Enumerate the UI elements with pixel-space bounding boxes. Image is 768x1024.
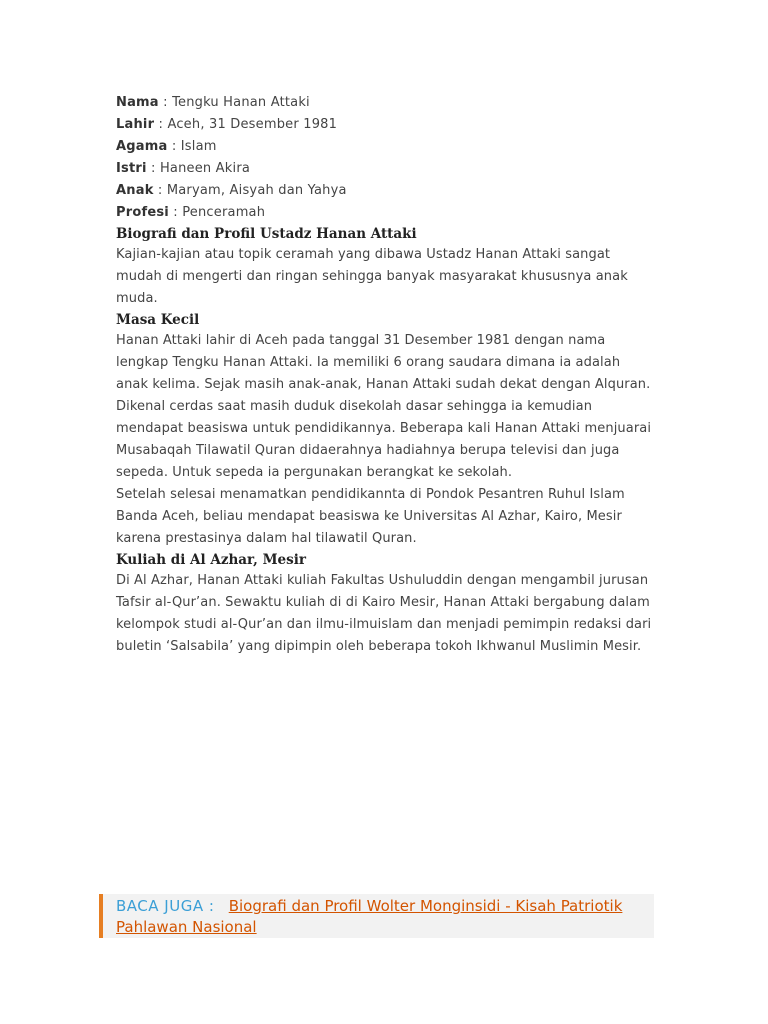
profile-value: Penceramah (182, 205, 266, 220)
heading-kuliah-al-azhar: Kuliah di Al Azhar, Mesir (116, 552, 306, 568)
profile-list (116, 92, 656, 224)
baca-juga-box (99, 894, 654, 938)
profile-key: Profesi (116, 205, 169, 220)
profile-value: Haneen Akira (159, 161, 251, 176)
baca-juga-label: BACA JUGA : (116, 897, 215, 915)
profile-separator: : (157, 183, 163, 198)
profile-row-anak (116, 180, 656, 202)
heading-biografi: Biografi dan Profil Ustadz Hanan Attaki (116, 226, 417, 242)
profile-key: Nama (116, 95, 159, 110)
heading-masa-kecil: Masa Kecil (116, 312, 200, 328)
baca-juga-link[interactable]: Biografi dan Profil Wolter Monginsidi - Kisah Patriotik Pahlawan Nasional (116, 897, 623, 936)
profile-separator: : (163, 95, 168, 110)
profile-key: Agama (116, 139, 168, 154)
profile-row-agama (116, 136, 656, 158)
profile-value: Islam (180, 139, 217, 154)
profile-separator: : (151, 161, 156, 176)
paragraph-masa-kecil-2: Dikenal cerdas saat masih duduk disekolah dasar sehingga ia kemudian mendapat beasiswa untuk pendidikannya. Beberapa kali Hanan Attaki menjuarai Musabaqah Tilawatil Quran didaerahnya hadiahnya berupa televisi dan juga sepeda. Untuk sepeda ia pergunakan berangkat ke sekolah. (116, 399, 652, 480)
profile-separator: : (158, 117, 164, 132)
paragraph-masa-kecil-1: Hanan Attaki lahir di Aceh pada tanggal 31 Desember 1981 dengan nama lengkap Tengku Hanan Attaki. Ia memiliki 6 orang saudara dimana ia adalah anak kelima. Sejak masih anak-anak, Hanan Attaki sudah dekat dengan Alquran. (116, 333, 651, 392)
profile-value: Tengku Hanan Attaki (172, 95, 310, 110)
profile-row-lahir (116, 114, 656, 136)
profile-separator: : (173, 205, 178, 220)
paragraph-bio-intro: Kajian-kajian atau topik ceramah yang dibawa Ustadz Hanan Attaki sangat mudah di mengerti dan ringan sehingga banyak masyarakat khususnya anak muda. (116, 247, 628, 306)
profile-key: Istri (116, 161, 147, 176)
profile-row-profesi (116, 202, 656, 224)
profile-row-istri (116, 158, 656, 180)
profile-separator: : (171, 139, 177, 154)
paragraph-kuliah: Di Al Azhar, Hanan Attaki kuliah Fakultas Ushuluddin dengan mengambil jurusan Tafsir al-Qur’an. Sewaktu kuliah di di Kairo Mesir, Hanan Attaki bergabung dalam kelompok studi al-Qur’an dan ilmu-ilmuislam dan menjadi pemimpin redaksi dari buletin ‘Salsabila’ yang dipimpin oleh beberapa tokoh Ikhwanul Muslimin Mesir. (116, 573, 652, 654)
profile-value: Aceh, 31 Desember 1981 (167, 117, 338, 132)
paragraph-masa-kecil-3: Setelah selesai menamatkan pendidikannta di Pondok Pesantren Ruhul Islam Banda Aceh, beliau mendapat beasiswa ke Universitas Al Azhar, Kairo, Mesir karena prestasinya dalam hal tilawatil Quran. (116, 487, 625, 546)
profile-value: Maryam, Aisyah dan Yahya (166, 183, 347, 198)
profile-key: Lahir (116, 117, 155, 132)
profile-row-nama (116, 92, 656, 114)
article (116, 92, 656, 658)
profile-key: Anak (116, 183, 154, 198)
